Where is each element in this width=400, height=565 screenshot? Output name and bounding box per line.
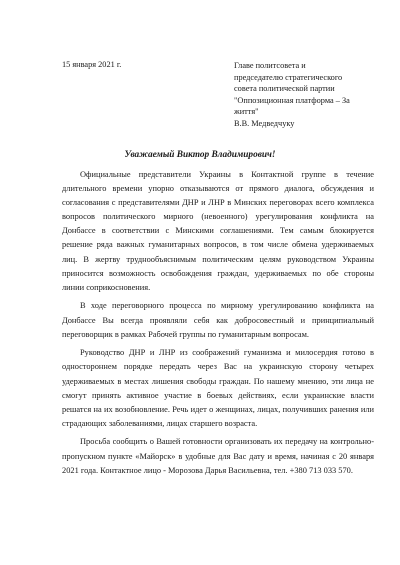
- body-paragraph: В ходе переговорного процесса по мирному урегулированию конфликта на Донбассе Вы всегда проявляли себя как добросовестный и принципиальный переговорщик в рамках Рабочей группы по гуманитарным вопросам.: [62, 301, 374, 339]
- salutation: Уважаемый Виктор Владимирович!: [124, 150, 276, 160]
- letter-date: 15 января 2021 г.: [62, 60, 122, 69]
- addressee-line: председателю стратегического: [234, 72, 343, 82]
- addressee-line: "Оппозиционная платформа – За: [234, 95, 350, 105]
- body-paragraph: Просьба сообщить о Вашей готовности организовать их передачу на контрольно-пропускном пункте «Майорск» в удобные для Вас дату и время, начиная с 20 января 2021 года. Контактное лицо - Морозова Дарья Васильевна, тел. +380 713 033 570.: [62, 437, 374, 475]
- addressee-block: [234, 60, 374, 130]
- addressee-line: Главе политсовета и: [234, 61, 306, 70]
- addressee-line: життя": [234, 107, 259, 117]
- body-paragraph: Руководство ДНР и ЛНР из соображений гуманизма и милосердия готово в одностороннем порядке передать через Вас на украинскую сторону четырех удерживаемых в местах лишения свободы граждан. По нашему мнению, эти лица не смогут принять активное участие в боевых действиях, если украинские власти решатся на их возобновление. Речь идет о женщинах, лицах, получивших ранения или страдающих заболеваниями, лицах старшего возраста.: [62, 348, 374, 428]
- addressee-line: совета политической партии: [234, 84, 335, 94]
- body-paragraph: Официальные представители Украины в Контактной группе в течение длительного времени упорно отказываются от прямого диалога, обсуждения и согласования с представителями ДНР и ЛНР в Минских переговорах всего комплекса вопросов политического мирного (невоенного) урегулирования конфликта на Донбассе в соответствии с Минскими соглашениями. Тем самым блокируется решение ряда важных гуманитарных вопросов, в том числе обмена удерживаемых лиц. В жертву труднообъяснимым политическим целям руководством Украины приносится возможность освобождения граждан, удерживаемых по обе стороны линии соприкосновения.: [62, 170, 374, 292]
- addressee-line: В.В. Медведчуку: [234, 118, 295, 128]
- letter-body: [62, 168, 374, 482]
